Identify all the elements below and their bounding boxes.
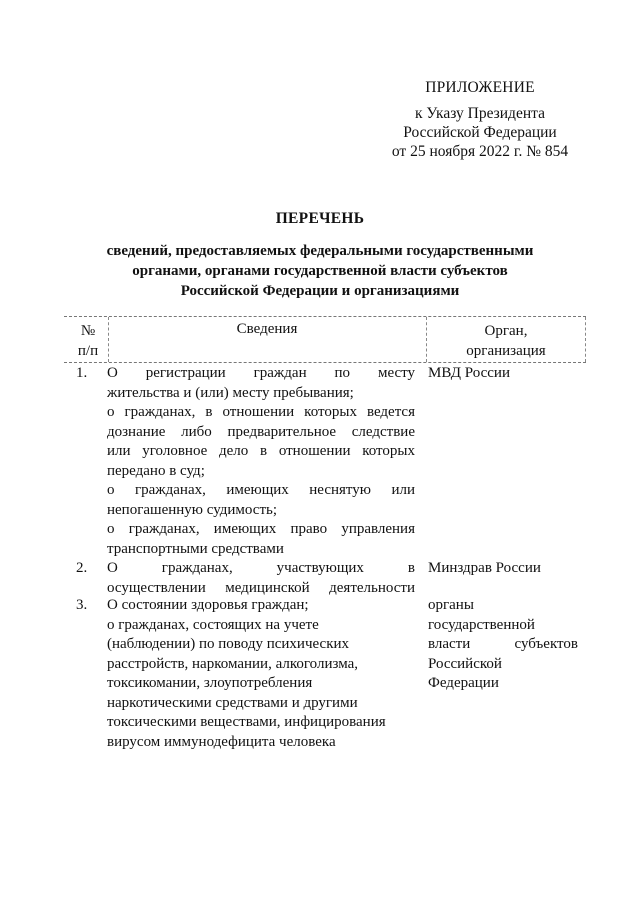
info-line: осуществлении медицинской деятельности xyxy=(107,579,415,596)
subtitle-line: сведений, предоставляемых федеральными государственными xyxy=(106,243,534,259)
info-line: токсическими веществами, инфицирования xyxy=(107,714,386,730)
header-num-line-2: п/п xyxy=(77,343,99,359)
org-line: МВД России xyxy=(428,365,510,381)
info-line: наркотическими средствами и другими xyxy=(107,694,358,711)
info-line: непогашенную судимость; xyxy=(107,501,278,518)
org-line: Минздрав России xyxy=(428,560,541,576)
info-line: О регистрации граждан по месту xyxy=(107,365,415,381)
subtitle-line: органами, органами государственной власти субъектов xyxy=(132,263,508,279)
info-line: О гражданах, участвующих в xyxy=(107,560,415,576)
info-line: (наблюдении) по поводу психических xyxy=(107,636,350,652)
appendix-title: ПРИЛОЖЕНИЕ xyxy=(425,79,535,96)
row-number: 3. xyxy=(76,597,88,613)
info-line: о гражданах, в отношении которых ведется xyxy=(107,404,415,420)
info-line: вирусом иммунодефицита человека xyxy=(107,733,336,750)
document-subtitle xyxy=(70,241,570,301)
info-line: токсикомании, злоупотребления xyxy=(107,675,313,691)
row-org xyxy=(428,559,578,579)
appendix-line-1: к Указу Президента xyxy=(415,105,545,122)
info-line: транспортными средствами xyxy=(107,540,284,557)
org-line: Российской xyxy=(428,655,502,672)
row-info xyxy=(107,559,415,598)
row-number: 1. xyxy=(76,365,88,381)
row-org xyxy=(428,596,578,694)
row-info xyxy=(107,596,415,752)
info-line: о гражданах, состоящих на учете xyxy=(107,616,319,633)
data-table xyxy=(64,316,586,750)
info-line: расстройств, наркомании, алкоголизма, xyxy=(107,655,358,672)
appendix-line-3: от 25 ноября 2022 г. № 854 xyxy=(391,143,569,160)
info-line: передано в суд; xyxy=(107,462,205,479)
document-title: ПЕРЕЧЕНЬ xyxy=(275,210,365,227)
org-line: Федерации xyxy=(428,675,499,691)
header-num xyxy=(70,321,106,361)
header-info: Сведения xyxy=(236,321,298,337)
table-header xyxy=(64,316,586,363)
info-line: жительства и (или) месту пребывания; xyxy=(107,384,354,401)
appendix-line-2: Российской Федерации xyxy=(403,124,557,141)
org-line: органы xyxy=(428,597,474,613)
info-line: о гражданах, имеющих право управления xyxy=(107,521,415,537)
info-line: или уголовное дело в отношении которых xyxy=(107,443,415,459)
info-line: о гражданах, имеющих неснятую или xyxy=(107,482,415,498)
subtitle-line: Российской Федерации и организациями xyxy=(180,283,460,299)
org-line: власти субъектов xyxy=(428,636,578,652)
header-org-line-1: Орган, xyxy=(484,323,528,339)
header-org xyxy=(426,321,586,361)
header-num-line-1: № xyxy=(80,323,96,339)
header-org-line-2: организация xyxy=(466,343,546,359)
row-number: 2. xyxy=(76,560,88,576)
row-org xyxy=(428,364,578,384)
org-line: государственной xyxy=(428,616,535,633)
row-info xyxy=(107,364,415,559)
info-line: О состоянии здоровья граждан; xyxy=(107,597,309,613)
appendix-block xyxy=(360,78,600,161)
info-line: дознание либо предварительное следствие xyxy=(107,423,415,440)
